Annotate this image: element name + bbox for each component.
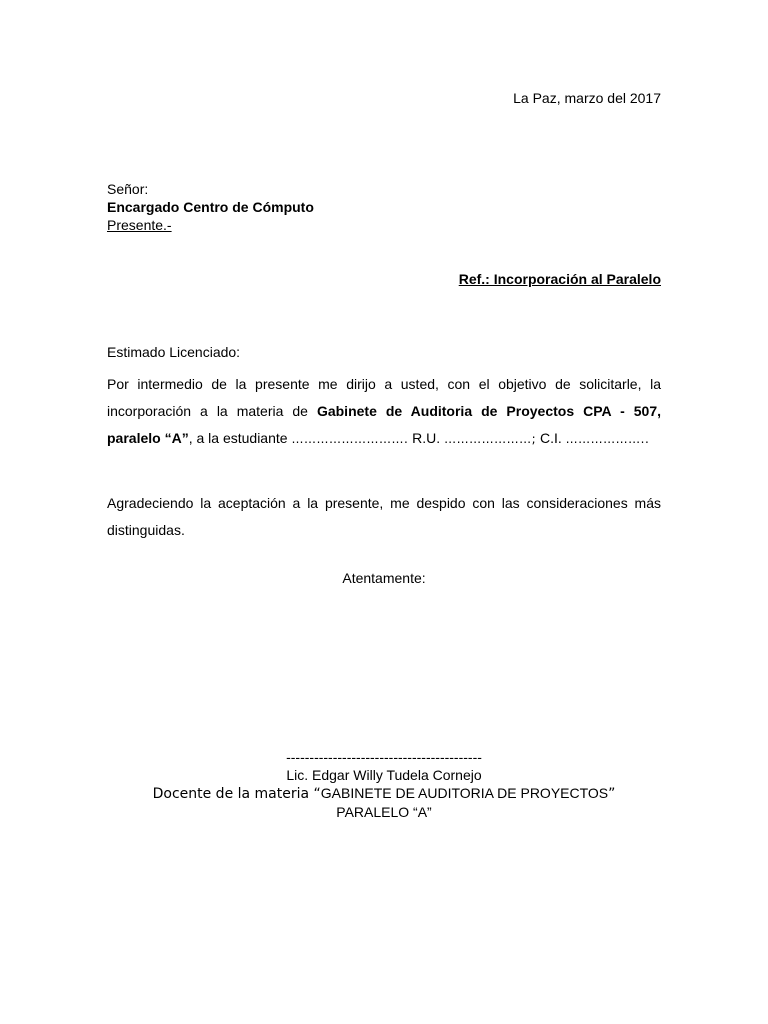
recipient-presente: Presente.- <box>107 217 172 233</box>
signatory-subject: GABINETE DE AUDITORIA DE PROYECTOS <box>320 785 609 801</box>
paragraph-2-line-1: Agradeciendo la aceptación a la presente, me despido con las consideraciones más <box>107 495 661 511</box>
paragraph-1-line-3 <box>107 425 661 453</box>
ru-label: R.U. <box>408 430 445 446</box>
paragraph-1-line-2 <box>107 398 661 425</box>
signatory-title-suffix: ” <box>608 786 616 802</box>
body-paragraph-2 <box>107 490 661 544</box>
recipient-title: Señor: <box>107 181 149 197</box>
recipient-name: Encargado Centro de Cómputo <box>107 199 314 215</box>
signatory-paralelo: PARALELO “A” <box>336 804 432 820</box>
ru-blank: …………………; <box>444 432 537 446</box>
recipient-block <box>107 180 314 234</box>
course-name: Gabinete de Auditoria de Proyectos CPA - 507, <box>316 403 661 419</box>
letter-date: La Paz, marzo del 2017 <box>513 90 661 106</box>
signatory-title-prefix: Docente de la materia “ <box>152 786 321 802</box>
body-paragraph-1 <box>107 371 661 453</box>
signature-block <box>0 748 768 821</box>
closing: Atentamente: <box>342 570 426 586</box>
signatory-title <box>0 784 768 803</box>
ci-label: C.I. <box>536 430 566 446</box>
greeting: Estimado Licenciado: <box>107 344 241 360</box>
line-2-text: incorporación a la materia de <box>107 403 317 419</box>
signatory-name: Lic. Edgar Willy Tudela Cornejo <box>286 767 482 783</box>
paragraph-1-line-1: Por intermedio de la presente me dirijo a usted, con el objetivo de solicitarle, la <box>107 376 661 392</box>
signature-line: ------------------------------------------ <box>286 749 482 765</box>
reference-line: Ref.: Incorporación al Paralelo <box>458 271 661 287</box>
student-name-blank: ………………………. <box>291 432 409 446</box>
ci-blank: ……………….. <box>565 432 650 446</box>
paralelo-label: paralelo “A” <box>107 430 189 446</box>
paragraph-2-line-2: distinguidas. <box>107 522 185 538</box>
student-label: , a la estudiante <box>188 430 292 446</box>
